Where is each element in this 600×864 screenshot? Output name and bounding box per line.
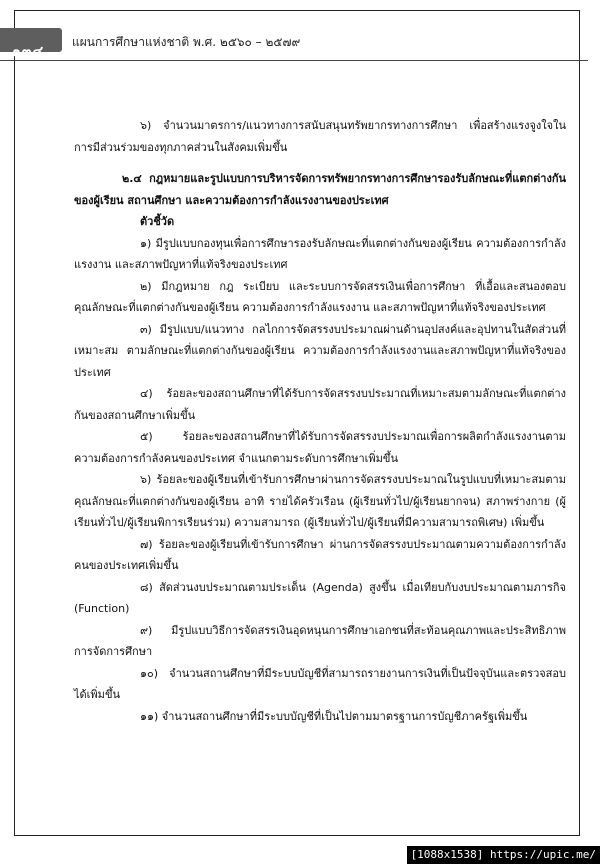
indicator-item-4: ๔) ร้อยละของสถานศึกษาที่ได้รับการจัดสรรงบประมาณที่เหมาะสมตามลักษณะที่แตกต่างกันของสถานศึกษาเพิ่มขึ้น bbox=[74, 387, 566, 422]
indicator-item-3: ๓) มีรูปแบบ/แนวทาง กลไกการจัดสรรงบประมาณผ่านด้านอุปสงค์และอุปทานในสัดส่วนที่เหมาะสม ตามลักษณะที่แตกต่างกันของผู้เรียน ความต้องการกำลังแรงงานและสภาพปัญหาที่แท้จริงของประเทศ bbox=[74, 322, 566, 379]
indicator-item-7: ๗) ร้อยละของผู้เรียนที่เข้ารับการศึกษา ผ่านการจัดสรรงบประมาณตามความต้องการกำลังคนของประเทศเพิ่มขึ้น bbox=[74, 537, 566, 572]
indicator-item-1: ๑) มีรูปแบบกองทุนเพื่อการศึกษารองรับลักษณะที่แตกต่างกันของผู้เรียน ความต้องการกำลังแรงงาน และสภาพปัญหาที่แท้จริงของประเทศ bbox=[74, 236, 566, 271]
indicator-item-6: ๖) ร้อยละของผู้เรียนที่เข้ารับการศึกษาผ่านการจัดสรรงบประมาณในรูปแบบที่เหมาะสมตามคุณลักษณะที่แตกต่างกันของผู้เรียน อาทิ รายได้ครัวเรือน (ผู้เรียนทั่วไป/ผู้เรียนยากจน) สภาพร่างกาย (ผู้เรียนทั่วไป/ผู้เรียนพิการเรียนร่วม) ความสามารถ (ผู้เรียนทั่วไป/ผู้เรียนที่มีความสามารถพิเศษ) เพิ่มขึ้น bbox=[74, 473, 566, 529]
section-heading: ๒.๔ กฎหมายและรูปแบบการบริหารจัดการทรัพยากรทางการศึกษารองรับลักษณะที่แตกต่างกันของผู้เรียน สถานศึกษา และความต้องการกำลังแรงงานของประเทศ bbox=[74, 172, 566, 207]
page-number-tab bbox=[0, 28, 62, 60]
indicator-item-11: ๑๑) จำนวนสถานศึกษาที่มีระบบบัญชีที่เป็นไปตามมาตรฐานการบัญชีภาครัฐเพิ่มขึ้น bbox=[140, 709, 528, 723]
indicator-item-10: ๑๐) จำนวนสถานศึกษาที่มีระบบบัญชีที่สามารถรายงานการเงินที่เป็นปัจจุบันและตรวจสอบได้เพิ่มขึ้น bbox=[74, 666, 566, 701]
indicators-label: ตัวชี้วัด bbox=[140, 215, 175, 228]
indicator-item-2: ๒) มีกฎหมาย กฎ ระเบียบ และระบบการจัดสรรเงินเพื่อการศึกษา ที่เอื้อและสนองตอบคุณลักษณะที่แตกต่างกันของผู้เรียน ความต้องการกำลังแรงงาน และสภาพปัญหาที่แท้จริงของประเทศ bbox=[74, 279, 566, 314]
indicator-item-8: ๘) สัดส่วนงบประมาณตามประเด็น (Agenda) สูงขึ้น เมื่อเทียบกับงบประมาณตามภารกิจ (Function) bbox=[74, 580, 566, 615]
image-host-badge: [1088x1538] https://upic.me/ bbox=[407, 846, 600, 864]
running-header-title: แผนการศึกษาแห่งชาติ พ.ศ. ๒๕๖๐ – ๒๕๗๙ bbox=[72, 35, 301, 49]
page-header bbox=[0, 18, 588, 58]
page-number: ๑๓๔ bbox=[12, 44, 45, 60]
page-content bbox=[74, 115, 566, 727]
indicator-item-5: ๕) ร้อยละของสถานศึกษาที่ได้รับการจัดสรรงบประมาณเพื่อการผลิตกำลังแรงงานตามความต้องการกำลังคนของประเทศ จำแนกตามระดับการศึกษาเพิ่มขึ้น bbox=[74, 430, 566, 465]
indicator-item-9: ๙) มีรูปแบบวิธีการจัดสรรเงินอุดหนุนการศึกษาเอกชนที่สะท้อนคุณภาพและประสิทธิภาพการจัดการศึกษา bbox=[74, 623, 566, 658]
header-divider bbox=[0, 60, 588, 61]
intro-item: ๖) จำนวนมาตรการ/แนวทางการสนับสนุนทรัพยากรทางการศึกษา เพื่อสร้างแรงจูงใจในการมีส่วนร่วมของทุกภาคส่วนในสังคมเพิ่มขึ้น bbox=[74, 119, 566, 154]
